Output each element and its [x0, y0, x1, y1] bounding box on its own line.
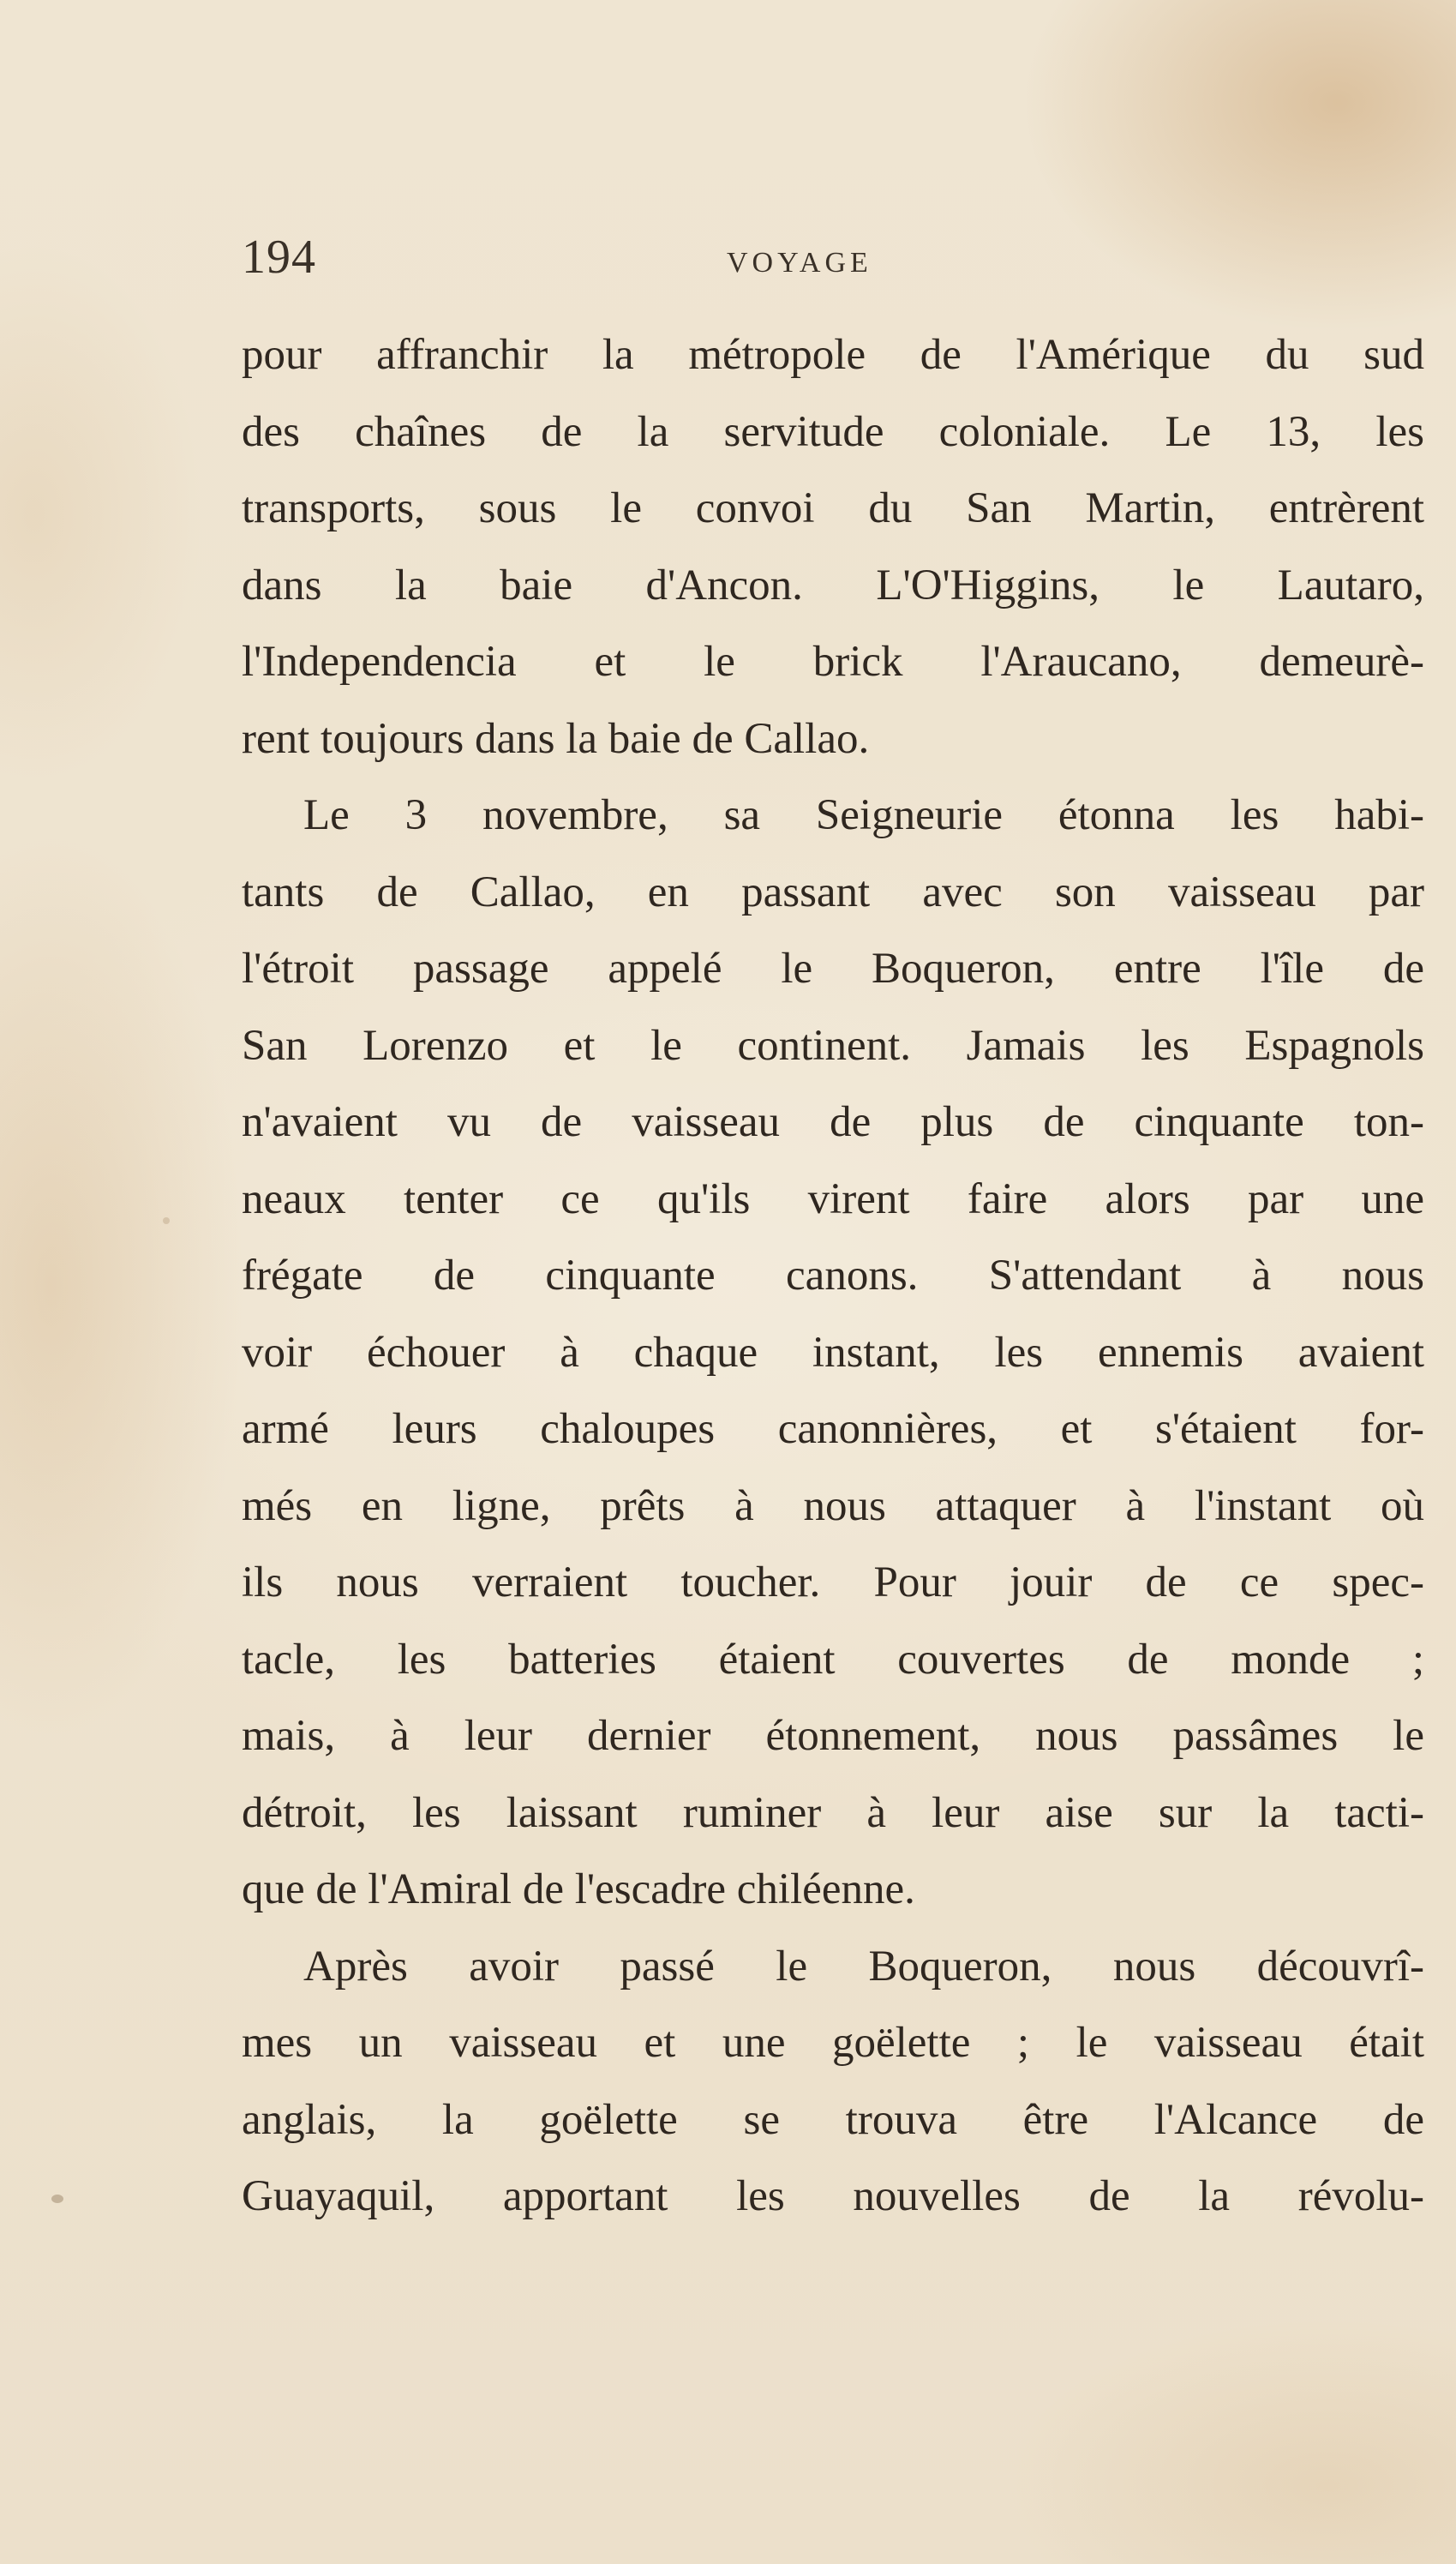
text-line: dans la baie d'Ancon. L'O'Higgins, le Lautaro,: [242, 561, 1424, 609]
text-line: neaux tenter ce qu'ils virent faire alors par une: [242, 1174, 1424, 1223]
text-line: voir échouer à chaque instant, les ennemis avaient: [242, 1328, 1424, 1377]
text-line: Le 3 novembre, sa Seigneurie étonna les habi-: [303, 791, 1424, 839]
text-line: que de l'Amiral de l'escadre chiléenne.: [242, 1865, 915, 1913]
text-line: Après avoir passé le Boqueron, nous découvrî-: [303, 1942, 1424, 1991]
text-line: més en ligne, prêts à nous attaquer à l'instant où: [242, 1481, 1424, 1530]
text-line: tants de Callao, en passant avec son vaisseau par: [242, 868, 1424, 916]
text-line: Guayaquil, apportant les nouvelles de la révolu-: [242, 2172, 1424, 2220]
text-line: détroit, les laissant ruminer à leur aise sur la tacti-: [242, 1788, 1424, 1837]
text-line: des chaînes de la servitude coloniale. Le 13, les: [242, 407, 1424, 456]
text-line: ils nous verraient toucher. Pour jouir de ce spec-: [242, 1558, 1424, 1606]
text-line: mais, à leur dernier étonnement, nous passâmes le: [242, 1712, 1424, 1760]
text-line: l'étroit passage appelé le Boqueron, entre l'île de: [242, 945, 1424, 993]
body-text: [242, 317, 1424, 2236]
running-head: VOYAGE: [727, 247, 872, 279]
text-line: frégate de cinquante canons. S'attendant à nous: [242, 1252, 1424, 1300]
text-line: San Lorenzo et le continent. Jamais les Espagnols: [242, 1021, 1424, 1070]
text-line: pour affranchir la métropole de l'Amérique du sud: [242, 331, 1424, 379]
text-line: transports, sous le convoi du San Martin, entrèrent: [242, 484, 1424, 532]
text-line: armé leurs chaloupes canonnières, et s'étaient for-: [242, 1405, 1424, 1453]
page-number: 194: [242, 231, 316, 284]
page-header: [242, 230, 1447, 298]
text-line: anglais, la goëlette se trouva être l'Alcance de: [242, 2095, 1424, 2144]
text-line: rent toujours dans la baie de Callao.: [242, 714, 870, 763]
text-line: tacle, les batteries étaient couvertes de monde ;: [242, 1635, 1424, 1684]
text-line: n'avaient vu de vaisseau de plus de cinquante ton-: [242, 1098, 1424, 1146]
text-line: mes un vaisseau et une goëlette ; le vaisseau était: [242, 2019, 1424, 2067]
foxing-spot: [163, 1217, 170, 1224]
foxing-spot: [51, 2195, 63, 2203]
text-line: l'Independencia et le brick l'Araucano, demeurè-: [242, 638, 1424, 686]
